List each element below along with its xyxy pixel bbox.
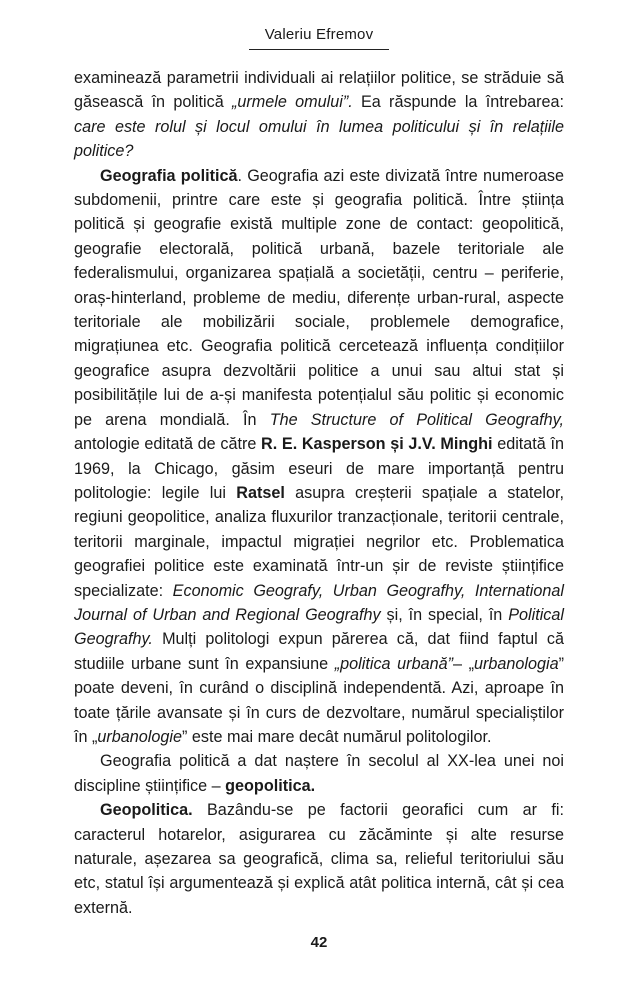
- paragraph-1: [74, 66, 564, 164]
- text-run: asupra creșterii spațiale a statelor, regiuni geopolitice, analiza fluxurilor tranzacționale, teritorii centrale, teritorii marginale, impactul migrației negrilor etc. Problematica geografiei politice este examinată într-un șir de reviste științifice specializate:: [74, 483, 564, 600]
- text-run: Mulți politologi expun părerea că, dat fiind faptul că studiile urbane sunt în expansiune: [74, 630, 564, 673]
- text-run: antologie editată de către: [74, 435, 262, 454]
- header-author: Valeriu Efremov: [249, 26, 389, 50]
- text-run: . Geografia azi este divizată între numeroase subdomenii, printre care este și geografia politică. Între știința politică și geografie există multiple zone de contact: geopolitică, geografie electorală, politică urbană, bazele teritoriale ale federalismului, organizarea spațială a societății, centru – periferie, oraș-hinterland, probleme de mediu, diferențe urban-rural, aspecte teritoriale ale mobilizării sociale, problemele demografice, migrațiunea etc. Geografia politică cercetează influența condițiilor geografice asupra dezvoltării politice a unui sau altui stat și posibilitățile lui de a-și manifesta potențialul său politic și economic pe arena mondială. În: [74, 166, 564, 429]
- italic-question: care este rolul și locul omului în lumea politicului și în relațiile politice?: [74, 117, 564, 161]
- italic-term: „politica urbană”: [334, 654, 453, 673]
- italic-quote: „urmele omului”.: [232, 93, 353, 112]
- italic-journals: Economic Geografy, Urban Geografhy, International Journal of Urban and Regional Geografhy: [74, 581, 565, 624]
- text-run: ” este mai mare decât numărul politologilor.: [182, 727, 492, 746]
- text-run: Bazându-se pe factorii georafici cum ar fi: caracterul hotarelor, asigurarea cu zăcăminte și alte resurse naturale, așezarea sa geografică, clima sa, relieful teritoriului său etc, statul își argumentează și explică atât politica internă, cât și cea externă.: [74, 801, 564, 917]
- section-term: Geografia politică: [100, 166, 238, 185]
- text-run: – „: [452, 654, 474, 673]
- bold-name: Ratsel: [236, 483, 285, 502]
- italic-term: urbanologie: [97, 727, 182, 746]
- page-number: 42: [310, 934, 328, 951]
- text-run: examinează parametrii individuali ai relațiilor politice, se străduie să găsească în politică: [74, 69, 564, 112]
- text-run: Ea răspunde la întrebarea:: [352, 93, 564, 112]
- paragraph-3: [74, 749, 564, 798]
- text-run: Geografia politică a dat naștere în secolul al XX-lea unei noi discipline științifice –: [74, 752, 564, 795]
- bold-term: geopolitica.: [225, 776, 316, 795]
- italic-term: urbanologia: [474, 654, 559, 673]
- text-run: și, în special, în: [380, 605, 509, 624]
- page-body: [74, 66, 564, 920]
- text-run: ” poate deveni, în curând o disciplină independentă. Azi, aproape în toate țările avansate și în curs de dezvoltare, numărul specialiștilor în „: [74, 654, 564, 746]
- section-term: Geopolitica.: [100, 801, 193, 820]
- running-header: [0, 26, 638, 50]
- italic-title: The Structure of Political Geografhy,: [269, 410, 564, 429]
- paragraph-geopolitica: [74, 798, 564, 920]
- text-run: editată în 1969, la Chicago, găsim eseuri de mare importanță pentru politologie: legile lui: [74, 435, 564, 502]
- paragraph-geografia-politica: [74, 164, 564, 750]
- bold-authors: R. E. Kasperson și J.V. Minghi: [261, 435, 493, 454]
- italic-journal: Political Geografhy.: [74, 605, 564, 649]
